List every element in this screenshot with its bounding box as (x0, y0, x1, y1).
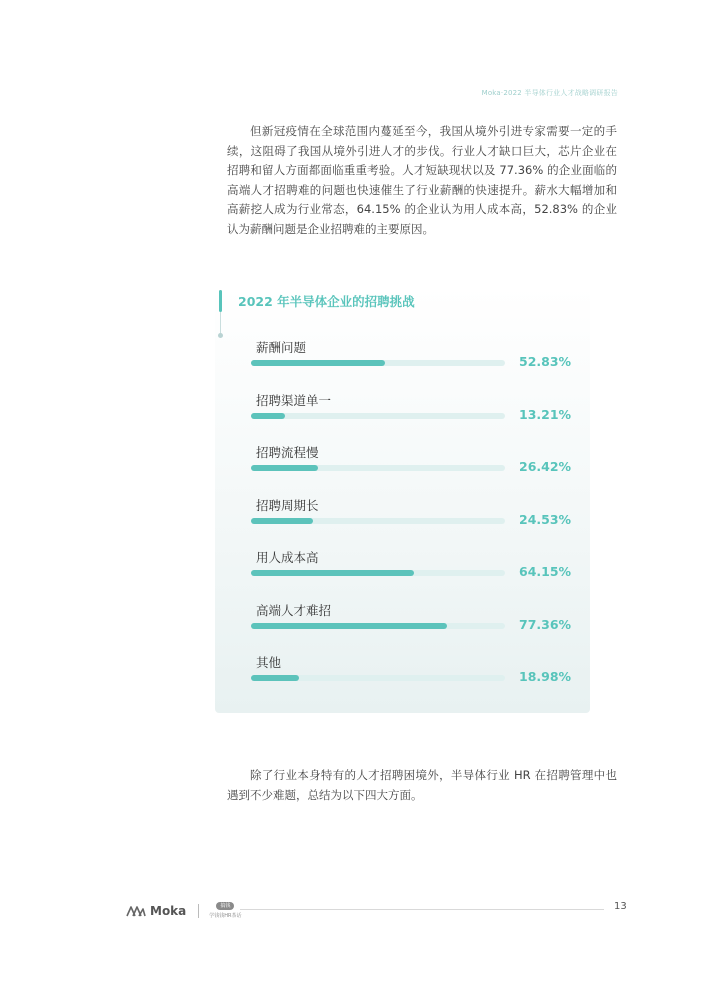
bar-label: 用人成本高 (256, 550, 319, 565)
running-header: Moka·2022 半导体行业人才战略调研报告 (481, 89, 618, 97)
intro-paragraph: 但新冠疫情在全球范围内蔓延至今，我国从境外引进专家需要一定的手续，这阻碍了我国从境外引进人才的步伐。行业人才缺口巨大，芯片企业在招聘和留人方面都面临重重考验。人才短缺现状以及 77.36% 的企业面临的高端人才招聘难的问题也快速催生了行业薪酬的快速提升。薪水大幅增加和高薪挖人成为行业常态，64.15% 的企业认为用人成本高，52.83% 的企业认为薪酬问题是企业招聘难的主要原因。 (227, 124, 617, 236)
bar-track (251, 570, 505, 576)
footer-rule (240, 909, 604, 910)
bar-track (251, 675, 505, 681)
bar-value-label: 18.98% (519, 669, 572, 684)
page-number: 13 (614, 901, 627, 912)
bar-value-label: 13.21% (519, 406, 572, 422)
brand-name: Moka (150, 903, 187, 918)
sub-logo-badge: 搞钱 (216, 902, 234, 910)
bar (251, 518, 313, 524)
bar-label: 招聘周期长 (256, 497, 319, 513)
bar-label: 其他 (256, 655, 282, 670)
bar (251, 413, 285, 419)
bar-value-label: 77.36% (519, 616, 572, 632)
bar-track (251, 465, 505, 471)
bar-label: 高端人才难招 (256, 602, 332, 618)
logo-divider (198, 904, 199, 918)
sub-logo (209, 902, 241, 919)
bar-track (251, 518, 505, 524)
outro-paragraph: 除了行业本身特有的人才招聘困境外，半导体行业 HR 在招聘管理中也遇到不少难题，总结为以下四大方面。 (227, 768, 617, 802)
bar (251, 570, 414, 576)
bar-value-label: 52.83% (519, 354, 572, 369)
bar-track (251, 360, 505, 366)
bar-track (251, 413, 505, 419)
bar-label: 招聘流程慢 (256, 445, 319, 460)
bar-value-label: 24.53% (519, 511, 572, 527)
bar-label: 招聘渠道单一 (256, 392, 332, 408)
bar-label: 薪酬问题 (256, 340, 307, 355)
bar (251, 465, 318, 471)
bar (251, 623, 447, 629)
bar-value-label: 26.42% (519, 459, 572, 474)
moka-logo-icon (126, 905, 146, 917)
bar (251, 360, 385, 366)
footer-logo (126, 902, 242, 919)
bar-track (251, 623, 505, 629)
chart-title: 2022 年半导体企业的招聘挑战 (238, 294, 415, 309)
sub-logo-text: 学钱钱HR茶话 (209, 913, 242, 919)
bar (251, 675, 299, 681)
bar-value-label: 64.15% (519, 564, 572, 579)
